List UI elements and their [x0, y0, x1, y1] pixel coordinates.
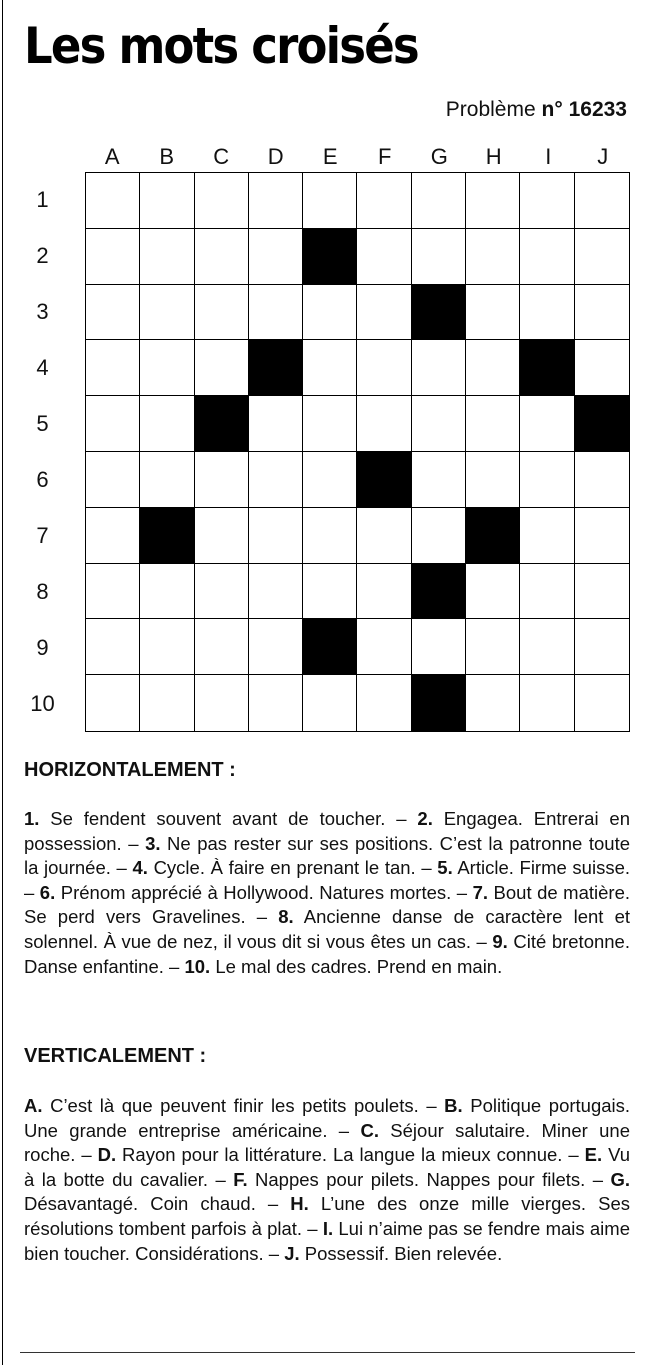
black-cell-d4 — [249, 340, 303, 396]
clue-text: Ancienne danse de caractère lent et solennel. À vue de nez, il vous dit si vous êtes un cas. — [24, 906, 630, 952]
grid-cell-h4[interactable] — [466, 340, 520, 396]
grid-cell-f3[interactable] — [357, 285, 411, 341]
clue-text: Bout de matière. Se perd vers Gravelines. — [24, 881, 631, 928]
grid-cell-d1[interactable] — [249, 173, 303, 229]
column-header-f: F — [378, 144, 392, 169]
grid-cell-e10[interactable] — [303, 675, 357, 731]
grid-cell-a2[interactable] — [86, 229, 140, 285]
row-header-3: 3 — [36, 299, 49, 324]
grid-cell-a1[interactable] — [86, 173, 140, 229]
grid-cell-h1[interactable] — [466, 173, 520, 229]
grid-cell-d6[interactable] — [249, 452, 303, 508]
clue-number: G. — [610, 1168, 631, 1190]
problem-label: Problème — [445, 98, 536, 121]
black-cell-h7 — [466, 508, 520, 564]
clue-number: E. — [584, 1144, 603, 1166]
vertical-heading: VERTICALEMENT : — [24, 1045, 207, 1067]
grid-cell-f8[interactable] — [357, 564, 411, 620]
clue-number: J. — [284, 1242, 300, 1264]
grid-cell-h5[interactable] — [466, 396, 520, 452]
grid-cell-e5[interactable] — [303, 396, 357, 452]
clue-number: C. — [360, 1119, 379, 1141]
row-header-1: 1 — [36, 187, 49, 212]
crossword-grid — [85, 172, 630, 732]
grid-cell-i3[interactable] — [520, 285, 574, 341]
clue-number: A. — [24, 1095, 43, 1116]
grid-cell-g1[interactable] — [412, 173, 466, 229]
clue-number: 10. — [184, 955, 211, 977]
grid-cell-d3[interactable] — [249, 285, 303, 341]
clue-text: Lui n’aime pas se fendre mais aime bien toucher. Considérations. — [24, 1217, 630, 1264]
grid-cell-a7[interactable] — [86, 508, 140, 564]
grid-cell-i7[interactable] — [520, 508, 574, 564]
grid-cell-i5[interactable] — [520, 396, 574, 452]
clue-number: 9. — [492, 930, 508, 952]
grid-cell-c1[interactable] — [195, 173, 249, 229]
grid-cell-h9[interactable] — [466, 619, 520, 675]
row-header-9: 9 — [36, 635, 49, 660]
column-header-i: I — [545, 144, 552, 169]
black-cell-c5 — [195, 396, 249, 452]
grid-cell-j1[interactable] — [575, 173, 629, 229]
clue-text: Séjour salutaire. Miner une roche. — [24, 1119, 630, 1166]
clue-text: Vu à la botte du cavalier. — [24, 1144, 631, 1190]
grid-cell-b4[interactable] — [140, 340, 194, 396]
problem-number-label: n° — [541, 98, 563, 121]
clue-number: 6. — [39, 881, 56, 903]
grid-cell-h2[interactable] — [466, 229, 520, 285]
row-header-5: 5 — [36, 411, 49, 436]
grid-cell-f2[interactable] — [357, 229, 411, 285]
grid-cell-d7[interactable] — [249, 508, 303, 564]
column-header-j: J — [597, 144, 609, 169]
grid-cell-j7[interactable] — [575, 508, 629, 564]
grid-cell-e7[interactable] — [303, 508, 357, 564]
grid-cell-g7[interactable] — [412, 508, 466, 564]
black-cell-j5 — [575, 396, 629, 452]
vertical-clues: A. C’est là que peuvent finir les petits poulets. – B. Politique portugais. Une grande entreprise américaine. – C. Séjour salutaire. Miner une roche. – D. Rayon pour la littérature. La langue la mieux connue. – E. Vu à la botte du cavalier. – F. Nappes pour pilets. Nappes pour filets. – G. Désavantagé. Coin chaud. – H. L’une des onze mille vierges. Ses résolutions tombent parfois à plat. – I. Lui n’aime pas se fendre mais aime bien toucher. Considérations. – J. Possessif. Bien relevée. — [24, 1095, 631, 1264]
clue-text: Cité bretonne. Danse enfantine. — [24, 930, 630, 977]
grid-cell-h3[interactable] — [466, 285, 520, 341]
problem-number-value: 16233 — [568, 98, 627, 121]
grid-cell-j10[interactable] — [575, 675, 629, 731]
grid-cell-a4[interactable] — [86, 340, 140, 396]
column-header-d: D — [267, 144, 284, 169]
grid-cell-e3[interactable] — [303, 285, 357, 341]
grid-cell-b6[interactable] — [140, 452, 194, 508]
grid-cell-a5[interactable] — [86, 396, 140, 452]
grid-cell-f10[interactable] — [357, 675, 411, 731]
bottom-rule — [20, 1352, 635, 1353]
row-header-7: 7 — [36, 523, 49, 548]
grid-cell-a10[interactable] — [86, 675, 140, 731]
grid-cell-i10[interactable] — [520, 675, 574, 731]
grid-cell-b10[interactable] — [140, 675, 194, 731]
clue-text: Cycle. À faire en prenant le tan. — [153, 857, 416, 879]
grid-cell-h8[interactable] — [466, 564, 520, 620]
grid-cell-c3[interactable] — [195, 285, 249, 341]
black-cell-g10 — [412, 675, 466, 731]
problem-number — [446, 96, 627, 124]
grid-cell-h10[interactable] — [466, 675, 520, 731]
clue-number: 2. — [417, 808, 433, 829]
grid-cell-j3[interactable] — [575, 285, 629, 341]
grid-cell-a9[interactable] — [86, 619, 140, 675]
clue-text: Rayon pour la littérature. La langue la mieux connue. — [122, 1144, 563, 1166]
column-header-e: E — [322, 144, 338, 169]
clue-text: L’une des onze mille vierges. Ses résolutions tombent parfois à plat. — [24, 1193, 630, 1239]
grid-cell-d10[interactable] — [249, 675, 303, 731]
grid-cell-c9[interactable] — [195, 619, 249, 675]
clue-number: 3. — [145, 832, 161, 854]
column-header-h: H — [485, 144, 502, 169]
grid-cell-d8[interactable] — [249, 564, 303, 620]
clue-text: Le mal des cadres. Prend en main. — [215, 955, 503, 977]
grid-cell-j8[interactable] — [575, 564, 629, 620]
grid-cell-j6[interactable] — [575, 452, 629, 508]
grid-cell-b3[interactable] — [140, 285, 194, 341]
row-header-2: 2 — [36, 243, 49, 268]
clue-text: Ne pas rester sur ses positions. C’est la patronne toute la journée. — [24, 832, 630, 879]
grid-cell-b8[interactable] — [140, 564, 194, 620]
black-cell-g8 — [412, 564, 466, 620]
clue-number: 5. — [437, 857, 453, 879]
horizontal-clues: 1. Se fendent souvent avant de toucher. – 2. Engagea. Entrerai en possession. – 3. Ne pas rester sur ses positions. C’est la patronne toute la journée. – 4. Cycle. À faire en prenant le tan. – 5. Article. Firme suisse. – 6. Prénom apprécié à Hollywood. Natures mortes. – 7. Bout de matière. Se perd vers Gravelines. – 8. Ancienne danse de caractère lent et solennel. À vue de nez, il vous dit si vous êtes un cas. – 9. Cité bretonne. Danse enfantine. – 10. Le mal des cadres. Prend en main. — [24, 808, 631, 977]
column-header-c: C — [213, 144, 230, 169]
clue-number: 1. — [24, 808, 40, 829]
grid-cell-b9[interactable] — [140, 619, 194, 675]
clue-number: 7. — [472, 881, 489, 903]
grid-cell-h6[interactable] — [466, 452, 520, 508]
grid-cell-g4[interactable] — [412, 340, 466, 396]
clue-number: H. — [290, 1193, 309, 1215]
row-header-10: 10 — [30, 691, 55, 716]
row-header-8: 8 — [36, 579, 49, 604]
grid-cell-f1[interactable] — [357, 173, 411, 229]
grid-cell-j2[interactable] — [575, 229, 629, 285]
grid-cell-i2[interactable] — [520, 229, 574, 285]
grid-cell-g2[interactable] — [412, 229, 466, 285]
grid-cell-b5[interactable] — [140, 396, 194, 452]
grid-cell-j4[interactable] — [575, 340, 629, 396]
clue-number: 8. — [278, 906, 294, 928]
column-header-b: B — [159, 144, 175, 169]
grid-cell-e8[interactable] — [303, 564, 357, 620]
grid-cell-i9[interactable] — [520, 619, 574, 675]
row-header-4: 4 — [36, 355, 49, 380]
clue-text: Désavantagé. Coin chaud. — [24, 1193, 256, 1215]
page-title: Les mots croisés — [24, 17, 418, 75]
grid-cell-a8[interactable] — [86, 564, 140, 620]
black-cell-e9 — [303, 619, 357, 675]
grid-cell-f5[interactable] — [357, 396, 411, 452]
grid-cell-d5[interactable] — [249, 396, 303, 452]
clue-number: F. — [233, 1168, 248, 1190]
horizontal-heading: HORIZONTALEMENT : — [24, 759, 236, 781]
grid-cell-c6[interactable] — [195, 452, 249, 508]
grid-cell-e6[interactable] — [303, 452, 357, 508]
black-cell-e2 — [303, 229, 357, 285]
clue-text: C’est là que peuvent finir les petits poulets. — [50, 1095, 419, 1116]
column-header-g: G — [430, 144, 448, 169]
grid-cell-c4[interactable] — [195, 340, 249, 396]
grid-cell-e4[interactable] — [303, 340, 357, 396]
black-cell-i4 — [520, 340, 574, 396]
grid-cell-c7[interactable] — [195, 508, 249, 564]
grid-cell-f7[interactable] — [357, 508, 411, 564]
clue-number: 4. — [132, 857, 148, 879]
grid-cell-b1[interactable] — [140, 173, 194, 229]
clue-text: Prénom apprécié à Hollywood. Natures mortes. — [60, 881, 452, 903]
clue-text: Engagea. Entrerai en possession. — [24, 808, 630, 854]
clue-text: Se fendent souvent avant de toucher. — [50, 808, 386, 829]
clue-number: I. — [322, 1217, 334, 1239]
grid-cell-g5[interactable] — [412, 396, 466, 452]
column-headers — [85, 142, 630, 172]
black-cell-g3 — [412, 285, 466, 341]
grid-cell-e1[interactable] — [303, 173, 357, 229]
grid-cell-i8[interactable] — [520, 564, 574, 620]
grid-cell-j9[interactable] — [575, 619, 629, 675]
grid-cell-a3[interactable] — [86, 285, 140, 341]
clue-number: D. — [97, 1144, 117, 1166]
clue-text: Nappes pour pilets. Nappes pour filets. — [255, 1168, 586, 1190]
grid-cell-g6[interactable] — [412, 452, 466, 508]
clue-number: B. — [444, 1095, 463, 1116]
grid-cell-b2[interactable] — [140, 229, 194, 285]
grid-cell-i6[interactable] — [520, 452, 574, 508]
grid-cell-c8[interactable] — [195, 564, 249, 620]
grid-cell-d2[interactable] — [249, 229, 303, 285]
left-border-rule — [2, 0, 3, 1365]
clue-text: Possessif. Bien relevée. — [304, 1242, 503, 1264]
row-headers — [20, 172, 65, 732]
black-cell-b7 — [140, 508, 194, 564]
clue-text: Politique portugais. Une grande entreprise américaine. — [24, 1095, 631, 1141]
clue-text: Article. Firme suisse. — [457, 857, 631, 879]
black-cell-f6 — [357, 452, 411, 508]
grid-cell-d9[interactable] — [249, 619, 303, 675]
grid-cell-f9[interactable] — [357, 619, 411, 675]
row-header-6: 6 — [36, 467, 49, 492]
grid-cell-f4[interactable] — [357, 340, 411, 396]
column-header-a: A — [104, 144, 120, 169]
grid-cell-g9[interactable] — [412, 619, 466, 675]
grid-cell-c10[interactable] — [195, 675, 249, 731]
grid-cell-c2[interactable] — [195, 229, 249, 285]
grid-cell-a6[interactable] — [86, 452, 140, 508]
grid-cell-i1[interactable] — [520, 173, 574, 229]
